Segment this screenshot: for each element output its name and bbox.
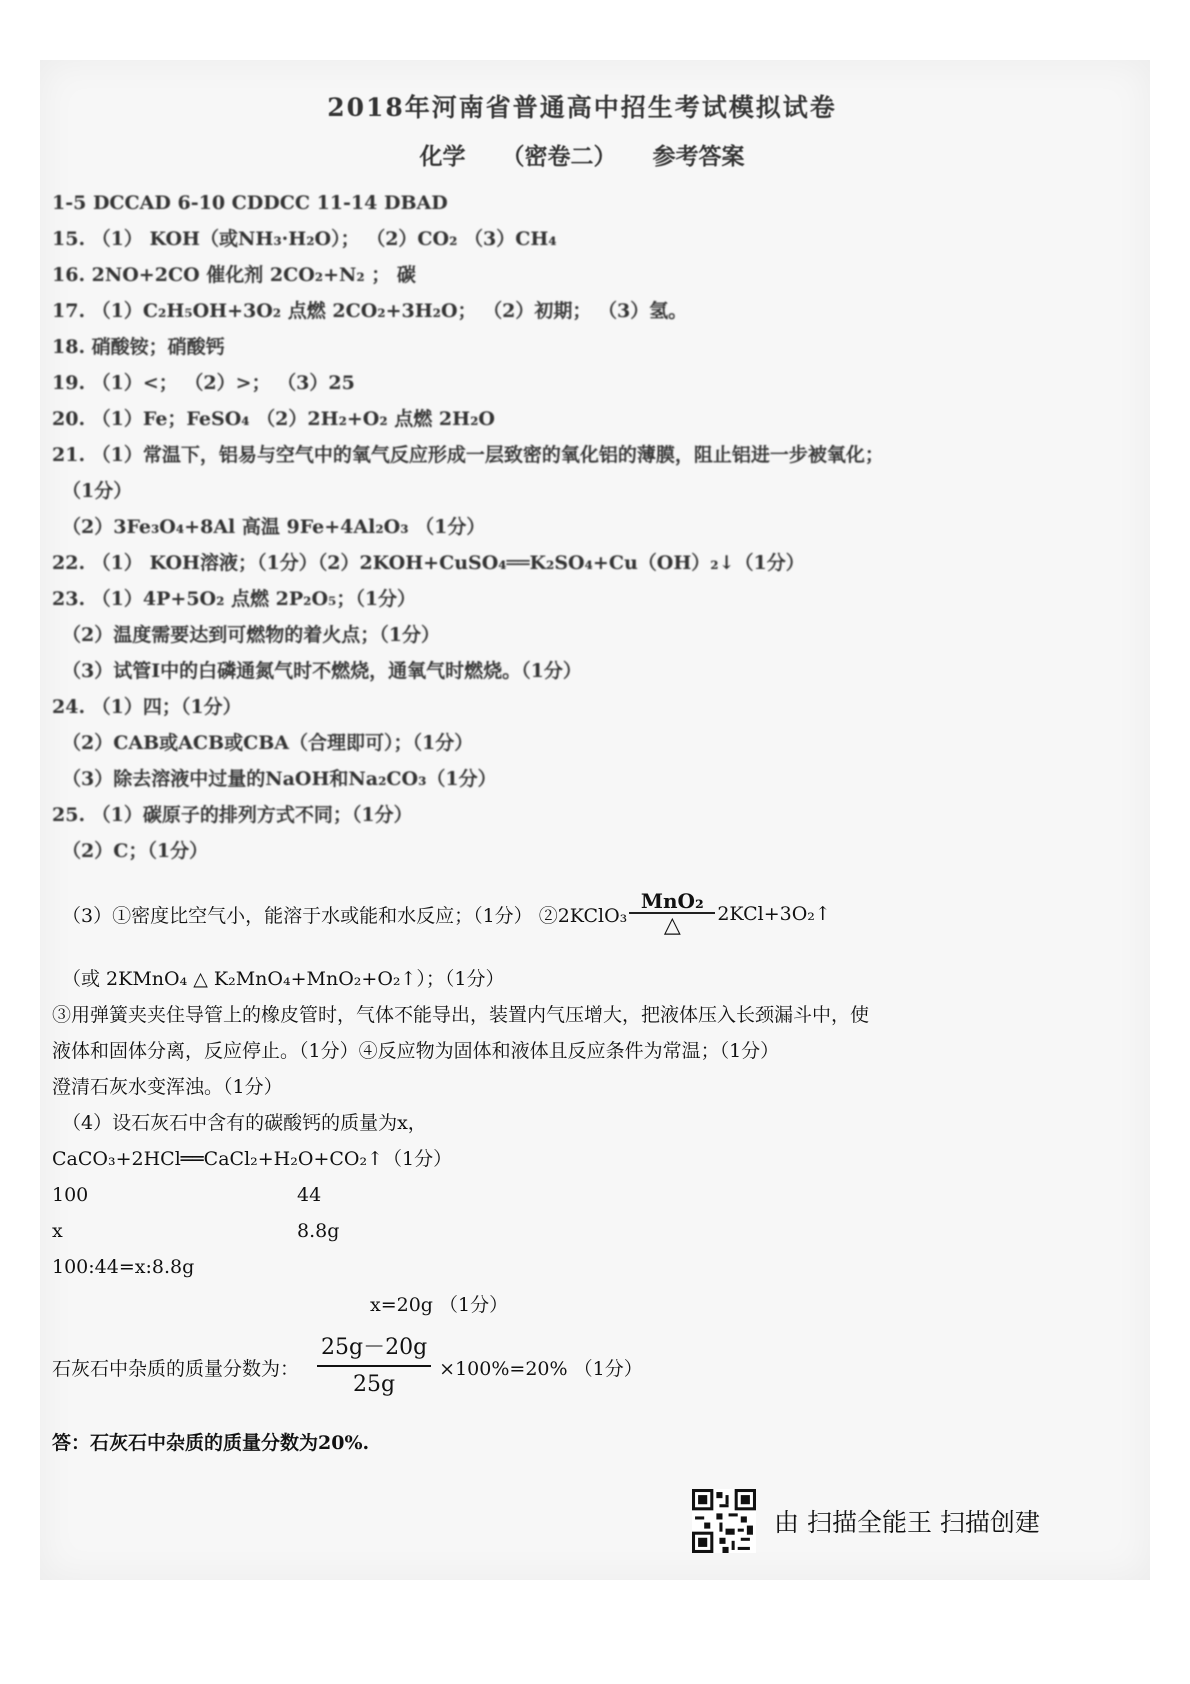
impurity-label: 石灰石中杂质的质量分数为： (52, 1357, 300, 1380)
calc-result: x=20g （1分） (370, 1294, 509, 1316)
paper-label: （密卷二） (501, 143, 617, 170)
answer-line-17: 17. （1）C₂H₅OH+3O₂ 点燃 2CO₂+3H₂O； （2）初期； （3）氢。 (52, 300, 688, 322)
answer-key-label: 参考答案 (652, 143, 745, 170)
document-subtitle (52, 138, 1112, 171)
catalyst-label: MnO₂ (640, 889, 704, 913)
answer-line-23-1: 23. （1）4P+5O₂ 点燃 2P₂O₅；（1分） (52, 588, 417, 610)
fraction-numerator: 25g－20g (317, 1333, 431, 1367)
answer-25-3-product: 2KCl+3O₂↑ (717, 903, 831, 925)
answer-line-25-3 (52, 877, 1112, 951)
answer-line-18: 18. 硝酸铵；硝酸钙 (52, 336, 225, 358)
answer-line-21-score: （1分） (62, 480, 133, 502)
answer-line-25-4: （4）设石灰石中含有的碳酸钙的质量为x， (62, 1112, 427, 1134)
heat-symbol: △ (663, 913, 681, 938)
fraction-denominator: 25g (353, 1372, 396, 1397)
reaction-condition (629, 890, 715, 938)
answer-line-25-alt: （或 2KMnO₄ △ K₂MnO₄+MnO₂+O₂↑）；（1分） (62, 968, 505, 990)
answer-25-3-text: （3）①密度比空气小，能溶于水或能和水反应；（1分） ②2KClO₃ (62, 904, 628, 927)
calc-ratio: 100:44=x:8.8g (52, 1256, 195, 1278)
calc-row-1-right: 44 (297, 1184, 322, 1206)
answer-line-25-2: （2）C；（1分） (62, 840, 209, 862)
calc-row-1 (52, 1177, 1112, 1213)
calc-row-2-right: 8.8g (297, 1220, 340, 1242)
answer-document (52, 88, 1112, 1461)
answer-line-15: 15. （1） KOH（或NH₃·H₂O）； （2）CO₂ （3）CH₄ (52, 228, 557, 250)
answer-line-25-3b: 液体和固体分离，反应停止。（1分）④反应物为固体和液体且反应条件为常温；（1分） (52, 1040, 780, 1062)
calc-row-1-left: 100 (52, 1184, 89, 1206)
scanner-watermark-text: 由 扫描全能王 扫描创建 (774, 1508, 1040, 1537)
answer-line-24-2: （2）CAB或ACB或CBA（合理即可）；（1分） (62, 732, 474, 754)
scanner-watermark (692, 1486, 1112, 1556)
answer-line-21-1: 21. （1）常温下，铝易与空气中的氧气反应形成一层致密的氧化铝的薄膜，阻止铝进一步被氧化； (52, 444, 884, 466)
calc-row-2-left: x (52, 1220, 63, 1242)
impurity-row (52, 1331, 1112, 1403)
calc-row-2 (52, 1213, 1112, 1249)
answer-line-23-3: （3）试管Ⅰ中的白磷通氮气时不燃烧，通氧气时燃烧。（1分） (62, 660, 582, 682)
answer-line-16: 16. 2NO+2CO 催化剂 2CO₂+N₂ ； 碳 (52, 264, 416, 286)
answer-line-25-3a: ③用弹簧夹夹住导管上的橡皮管时，气体不能导出，装置内气压增大，把液体压入长颈漏斗中，使 (52, 1004, 870, 1026)
answer-line-21-2: （2）3Fe₃O₄+8Al 高温 9Fe+4Al₂O₃ （1分） (62, 516, 486, 538)
qr-code-icon (692, 1489, 756, 1553)
answer-line-19: 19. （1）<； （2）>； （3）25 (52, 372, 355, 394)
answer-line-choice: 1-5 DCCAD 6-10 CDDCC 11-14 DBAD (52, 192, 448, 214)
subject-label: 化学 (419, 143, 466, 170)
answer-line-23-2: （2）温度需要达到可燃物的着火点；（1分） (62, 624, 440, 646)
answer-line-25-3c: 澄清石灰水变浑浊。（1分） (52, 1076, 283, 1098)
answer-line-24-3: （3）除去溶液中过量的NaOH和Na₂CO₃（1分） (62, 768, 497, 790)
answer-line-24-1: 24. （1）四；（1分） (52, 696, 242, 718)
answer-line-25-1: 25. （1）碳原子的排列方式不同；（1分） (52, 804, 413, 826)
document-title: 2018年河南省普通高中招生考试模拟试卷 (327, 93, 837, 122)
impurity-tail: ×100%=20% （1分） (439, 1357, 643, 1380)
answer-line-22: 22. （1） KOH溶液；（1分）（2）2KOH+CuSO₄══K₂SO₄+Cu（OH）₂↓（1分） (52, 552, 805, 574)
final-answer: 答：石灰石中杂质的质量分数为20%. (52, 1432, 370, 1454)
answer-equation: CaCO₃+2HCl══CaCl₂+H₂O+CO₂↑（1分） (52, 1148, 453, 1170)
answer-line-20: 20. （1）Fe；FeSO₄ （2）2H₂+O₂ 点燃 2H₂O (52, 408, 495, 430)
impurity-fraction (317, 1333, 431, 1401)
